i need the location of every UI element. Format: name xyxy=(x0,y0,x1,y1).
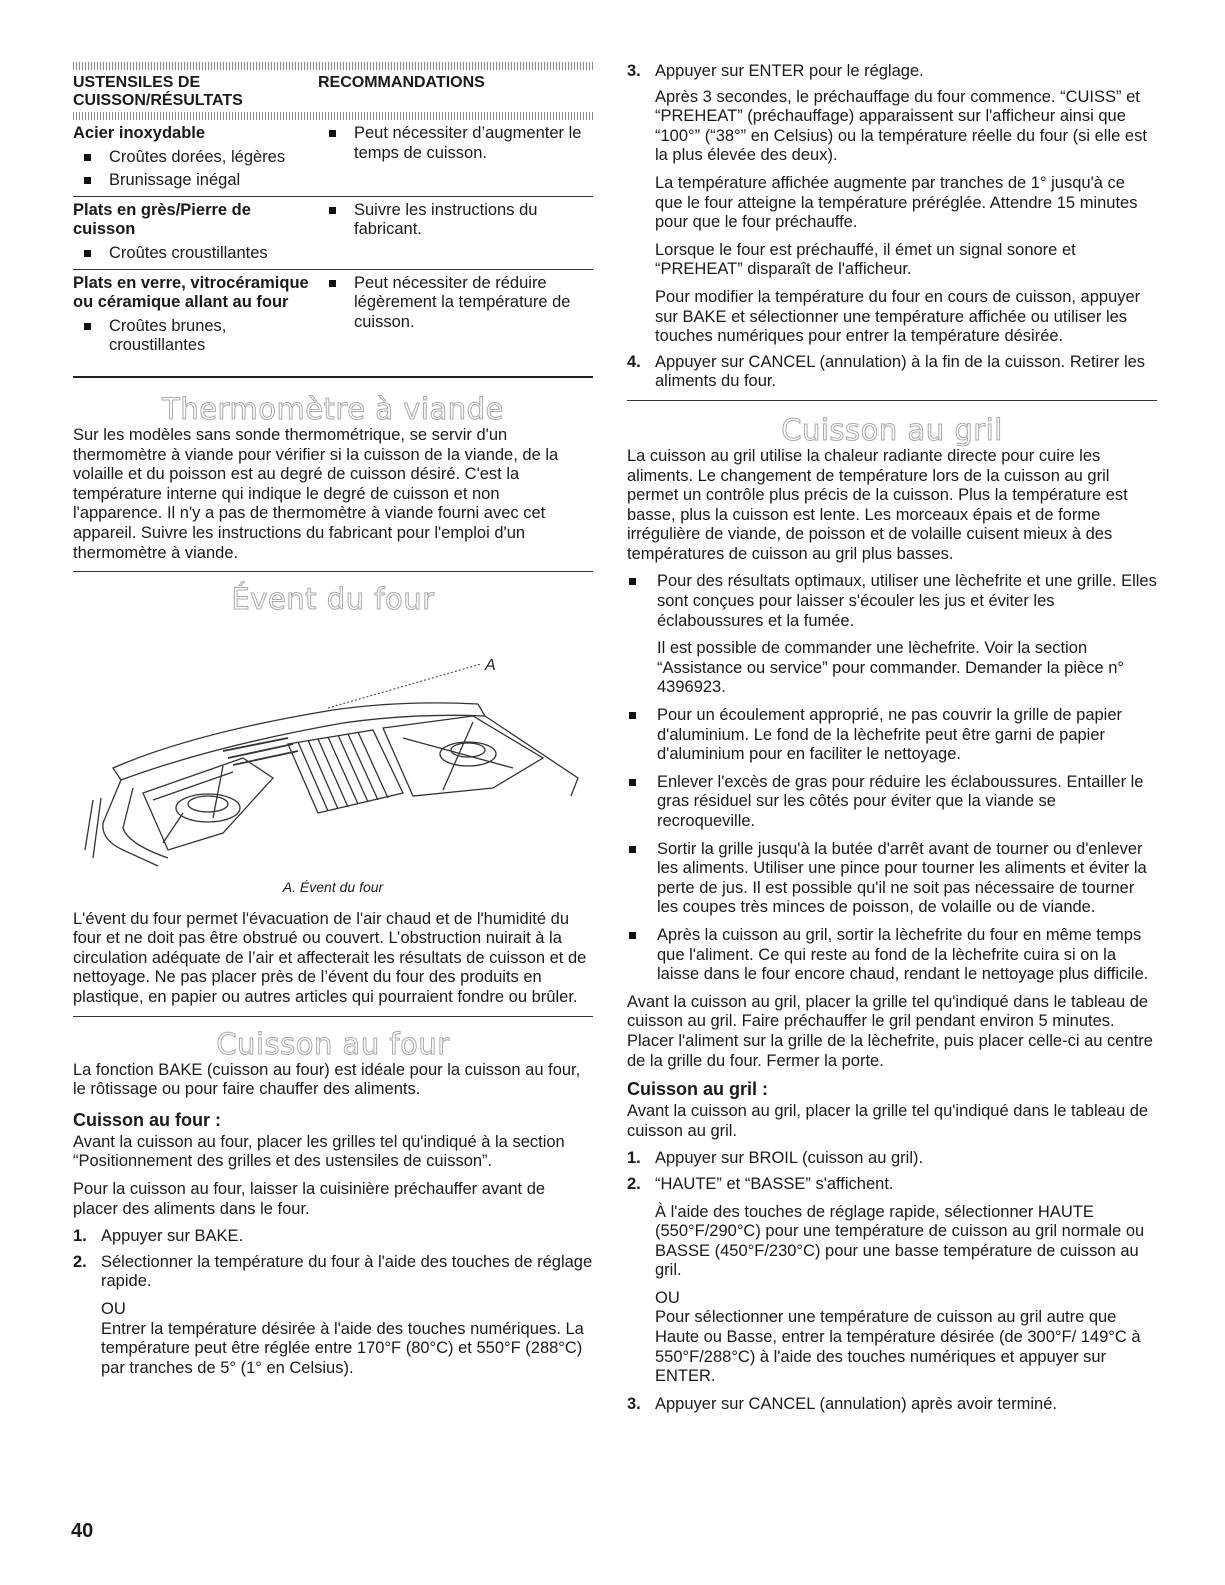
list-item xyxy=(627,926,1157,985)
step-alt-text: Entrer la température désirée à l'aide des touches numériques. La température peut être réglée entre 170°F (80°C) et 550°F (288°C) par tranches de 5° (1° en Celsius). xyxy=(101,1319,584,1377)
right-column xyxy=(627,62,1157,1420)
cookware-name: Plats en verre, vitrocéramique ou céramique allant au four xyxy=(73,273,309,312)
table-row xyxy=(73,270,593,378)
figure-caption: A. Évent du four xyxy=(282,879,384,896)
gril-intro: La cuisson au gril utilise la chaleur radiante directe pour cuire les aliments. Le changement de température lors de la cuisson au gril permet un contrôle plus précis de la cuisson. Plus la température est basse, plus la cuisson est lente. Les morceaux épais et de forme irrégulière de viande, de poisson et de volaille cuisent mieux à des températures de cuisson au gril plus basses. xyxy=(627,446,1128,563)
recommendation: Suivre les instructions du fabricant. xyxy=(318,201,593,240)
page-number: 40 xyxy=(71,1520,94,1542)
step-or: OU xyxy=(101,1300,126,1318)
step-number: 1. xyxy=(627,1149,641,1168)
section-title-event: Évent du four xyxy=(231,582,435,617)
gril-after: Avant la cuisson au gril, placer la grille tel qu'indiqué dans le tableau de cuisson au gril. Faire préchauffer le gril pendant environ 5 minutes. Placer l'aliment sur la grille de la lèchefrite, puis placer celle-ci au centre de la grille du four. Fermer la porte. xyxy=(627,992,1153,1070)
step-text: “HAUTE” et “BASSE” s'affichent. xyxy=(655,1174,894,1193)
table-row xyxy=(73,197,593,270)
list-item-text: Enlever l'excès de gras pour réduire les éclaboussures. Entailler le gras résiduel sur les côtés pour éviter que la viande se recroqueville. xyxy=(657,772,1144,830)
result-item: Brunissage inégal xyxy=(73,171,314,191)
list-item xyxy=(627,773,1157,832)
step-or: OU xyxy=(655,1288,680,1307)
section-divider xyxy=(73,571,593,572)
list-item-text: Pour des résultats optimaux, utiliser une lèchefrite et une grille. Elles sont conçues pour laisser s'écouler les jus et éviter les éclaboussures et la fumée. xyxy=(657,572,1157,630)
oven-vent-figure xyxy=(73,618,593,880)
list-item-text: Sortir la grille jusqu'à la butée d'arrêt avant de tourner ou d'enlever les aliments. Utiliser une pince pour tourner les aliments et éviter la perte de jus. Il est possible qu'il ne soit pas nécessaire de tourner les coupes très minces de poisson, de volaille ou de viande. xyxy=(657,839,1147,917)
cuisson-four-subhead: Cuisson au four : xyxy=(73,1109,221,1130)
table-header-col1: USTENSILES DE CUISSON/RÉSULTATS xyxy=(73,74,243,109)
section-divider xyxy=(73,1016,593,1017)
table-row xyxy=(73,120,593,197)
event-body: L'évent du four permet l'évacuation de l'air chaud et de l'humidité du four et ne doit pas être obstrué ou couvert. L’obstruction nuirait à la circulation adéquate de l’air et affecterait les résultats de cuisson et de nettoyage. Ne pas placer près de l’évent du four des produits en plastique, en papier ou autres articles qui pourraient fondre ou brûler. xyxy=(73,909,587,1007)
step-item xyxy=(73,1227,593,1247)
cookware-name: Acier inoxydable xyxy=(73,124,206,142)
gril-sub-paragraph: Avant la cuisson au gril, placer la grille tel qu'indiqué dans le tableau de cuisson au gril. xyxy=(627,1102,1149,1140)
result-item: Croûtes croustillantes xyxy=(73,244,314,264)
step-text: Appuyer sur CANCEL (annulation) après avoir terminé. xyxy=(655,1394,1057,1413)
thermometre-body: Sur les modèles sans sonde thermométrique, se servir d'un thermomètre à viande pour vérifier si la cuisson de la viande, de la volaille et du poisson est au degré de cuisson désiré. C'est la température interne qui indique le degré de cuisson et non l'apparence. Il n'y a pas de thermomètre à viande fourni avec cet appareil. Suivre les instructions du fabricant pour l'emploi d'un thermomètre à viande. xyxy=(73,425,559,562)
step-paragraph: Lorsque le four est préchauffé, il émet un signal sonore et “PREHEAT” disparaît de l'afficheur. xyxy=(655,240,1076,279)
section-title-thermometre: Thermomètre à viande xyxy=(162,391,504,426)
table-header xyxy=(73,70,593,112)
step-number: 3. xyxy=(627,62,641,80)
step-item xyxy=(627,62,1157,347)
recommendation: Peut nécessiter d’augmenter le temps de cuisson. xyxy=(318,124,593,163)
recommendation: Peut nécessiter de réduire légèrement la température de cuisson. xyxy=(318,274,593,333)
step-number: 2. xyxy=(73,1252,87,1271)
figure-label-a: A xyxy=(485,657,496,675)
step-text: Appuyer sur CANCEL (annulation) à la fin de la cuisson. Retirer les aliments du four. xyxy=(655,352,1146,391)
section-title-cuisson-four: Cuisson au four xyxy=(216,1026,450,1061)
list-item-text: Après la cuisson au gril, sortir la lèchefrite du four en même temps que l'aliment. Ce qui reste au fond de la lèchefrite cuira si on la laisse dans le four encore chaud, rendant le nettoyage plus difficile. xyxy=(657,925,1149,984)
left-column xyxy=(73,62,593,1384)
result-item: Croûtes dorées, légères xyxy=(73,148,314,168)
cuisson-four-p1: Avant la cuisson au four, placer les grilles tel qu'indiqué à la section “Positionnement des grilles et des ustensiles de cuisson”. xyxy=(73,1132,565,1171)
step-text: Appuyer sur BROIL (cuisson au gril). xyxy=(655,1149,924,1168)
section-divider xyxy=(627,400,1157,401)
table-top-hatch xyxy=(73,62,593,70)
step-text: Appuyer sur ENTER pour le réglage. xyxy=(655,62,924,80)
step-item xyxy=(627,1175,1157,1387)
section-title-gril: Cuisson au gril xyxy=(781,412,1003,447)
table-header-hatch xyxy=(73,112,593,120)
step-paragraph: Pour sélectionner une température de cuisson au gril autre que Haute ou Basse, entrer la température désirée (de 300°F/ 149°C à 550°F/288°C) à l'aide des touches numériques et appuyer sur ENTER. xyxy=(655,1308,1141,1386)
list-item xyxy=(627,706,1157,765)
cooktop-illustration xyxy=(73,618,593,880)
step-paragraph: La température affichée augmente par tranches de 1° jusqu'à ce que le four atteigne la température préréglée. Attendre 15 minutes pour que le four préchauffe. xyxy=(655,173,1138,232)
list-item-text: Pour un écoulement approprié, ne pas couvrir la grille de papier d'aluminium. Le fond de la lèchefrite peut être garni de papier d'aluminium pour en faciliter le nettoyage. xyxy=(657,706,1123,764)
cuisson-four-p2: Pour la cuisson au four, laisser la cuisinière préchauffer avant de placer des aliments dans le four. xyxy=(73,1180,546,1218)
step-text: Sélectionner la température du four à l'aide des touches de réglage rapide. xyxy=(101,1252,593,1291)
step-item xyxy=(627,1395,1157,1415)
gril-subhead: Cuisson au gril : xyxy=(627,1079,769,1100)
cookware-table xyxy=(73,62,593,378)
step-item xyxy=(73,1253,593,1379)
step-paragraph: Pour modifier la température du four en cours de cuisson, appuyer sur BAKE et sélectionner une température affichée ou utiliser les touches numériques pour entrer la température désirée. xyxy=(655,287,1141,346)
list-item xyxy=(627,572,1157,698)
step-text: Appuyer sur BAKE. xyxy=(101,1227,244,1246)
step-paragraph: Après 3 secondes, le préchauffage du four commence. “CUISS” et “PREHEAT” (préchauffage) apparaissent sur l'afficheur ainsi que “100°” (“38°” en Celsius) ou la température réelle du four (si elle est la plus élevée des deux). xyxy=(655,87,1147,165)
cuisson-four-intro: La fonction BAKE (cuisson au four) est idéale pour la cuisson au four, le rôtissage ou pour faire chauffer des aliments. xyxy=(73,1060,581,1099)
table-header-col2: RECOMMANDATIONS xyxy=(318,74,485,91)
step-item xyxy=(627,1149,1157,1169)
step-number: 1. xyxy=(73,1227,87,1246)
cookware-name: Plats en grès/Pierre de cuisson xyxy=(73,200,251,239)
step-number: 3. xyxy=(627,1394,641,1413)
step-number: 2. xyxy=(627,1174,641,1193)
step-item xyxy=(627,353,1157,392)
result-item: Croûtes brunes, croustillantes xyxy=(73,317,314,356)
step-number: 4. xyxy=(627,352,641,371)
step-paragraph: À l'aide des touches de réglage rapide, sélectionner HAUTE (550°F/290°C) pour une température de cuisson au gril normale ou BASSE (450°F/230°C) pour une basse température de cuisson au gril. xyxy=(655,1202,1145,1280)
list-item-text: Il est possible de commander une lèchefrite. Voir la section “Assistance ou service” pour commander. Demander la pièce n° 4396923. xyxy=(657,639,1124,697)
list-item xyxy=(627,840,1157,918)
